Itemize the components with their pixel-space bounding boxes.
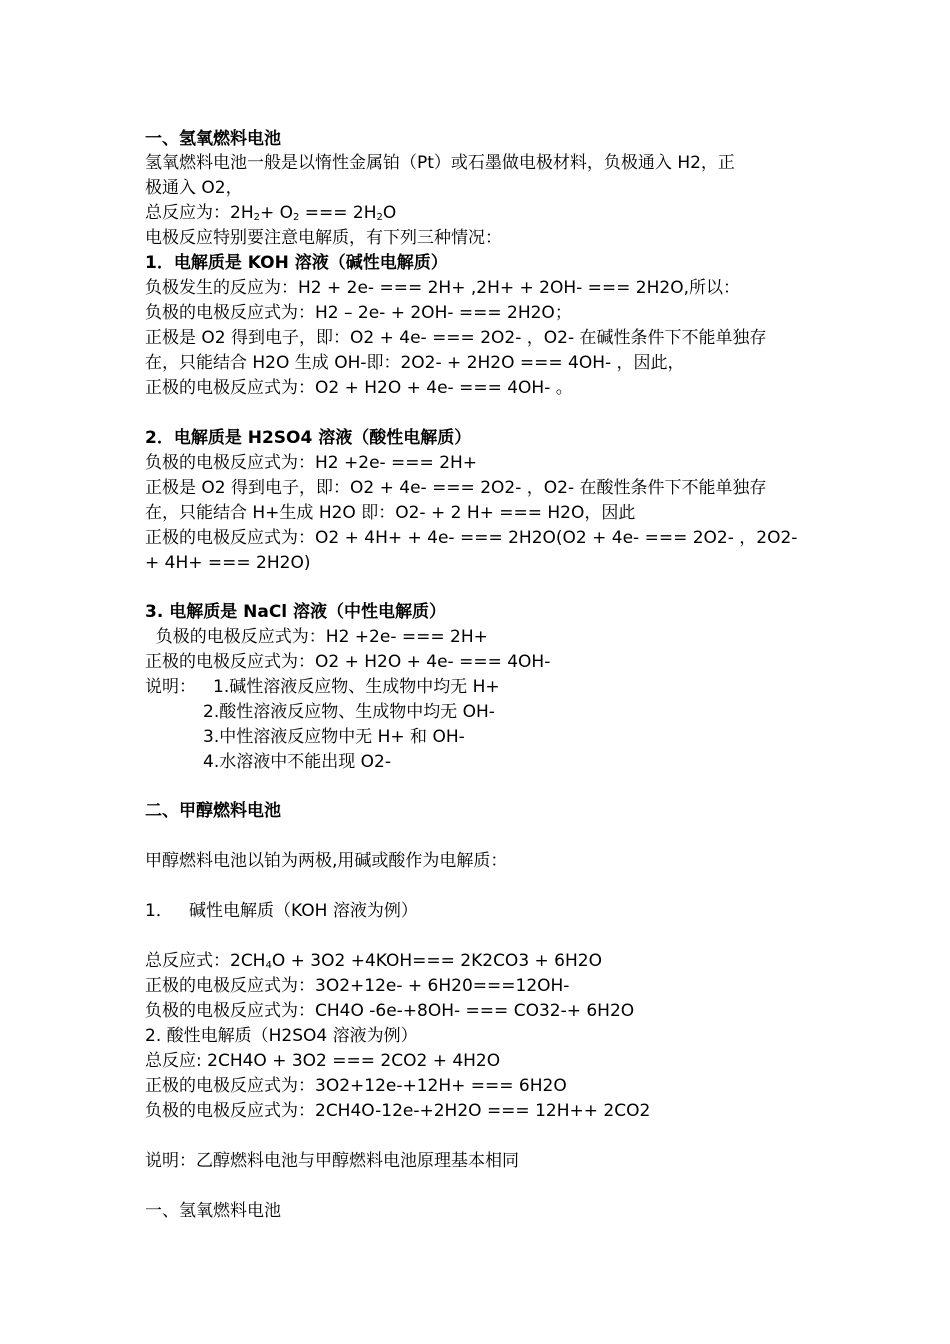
explain-item: 3.中性溶液反应物中无 H+ 和 OH-: [203, 727, 465, 747]
case2-title: 2．电解质是 H2SO4 溶液（酸性电解质）: [145, 428, 472, 448]
conclusion: 说明：乙醇燃料电池与甲醇燃料电池原理基本相同: [145, 1151, 519, 1171]
alkaline-line: 负极的电极反应式为：CH4O -6e-+8OH- === CO32-+ 6H2O: [145, 1001, 635, 1021]
alkaline-title: 1． 碱性电解质（KOH 溶液为例）: [145, 901, 418, 921]
section1-intro-line2: 极通入 O2，: [145, 178, 243, 198]
case1-title: 1．电解质是 KOH 溶液（碱性电解质）: [145, 253, 448, 273]
case1-line: 负极的电极反应式为：H2 – 2e- + 2OH- === 2H2O；: [145, 303, 572, 323]
case1-line: 正极是 O2 得到电子，即：O2 + 4e- === 2O2- ，O2- 在碱性条件下不能单独存: [145, 328, 767, 348]
section2-intro: 甲醇燃料电池以铂为两极,用碱或酸作为电解质：: [145, 851, 508, 871]
electrolyte-note: 电极反应特别要注意电解质，有下列三种情况：: [145, 228, 502, 248]
section3-heading: 一、氢氧燃料电池: [145, 1201, 281, 1221]
acid-line: 正极的电极反应式为：3O2+12e-+12H+ === 6H2O: [145, 1076, 567, 1096]
alkaline-total-equation: 总反应式：$2CH_4O + 3O2 +4KOH=== 2K2CO3 + 6H2O$: [145, 951, 602, 971]
explain-item: 2.酸性溶液反应物、生成物中均无 OH-: [203, 702, 495, 722]
case3-line: 正极的电极反应式为：O2 + H2O + 4e- === 4OH-: [145, 652, 551, 672]
section1-intro-line1: 氢氧燃料电池一般是以惰性金属铂（Pt）或石墨做电极材料，负极通入 H2，正: [145, 153, 735, 173]
explain-item: 4.水溶液中不能出现 O2-: [203, 752, 391, 772]
acid-line: 总反应: 2CH4O + 3O2 === 2CO2 + 4H2O: [145, 1051, 501, 1071]
alkaline-line: 正极的电极反应式为：3O2+12e- + 6H20===12OH-: [145, 976, 570, 996]
explain-label: 说明：: [145, 677, 196, 697]
acid-line: 负极的电极反应式为：2CH4O-12e-+2H2O === 12H++ 2CO2: [145, 1101, 651, 1121]
case2-line: 负极的电极反应式为：H2 +2e- === 2H+: [145, 453, 478, 473]
case1-line: 负极发生的反应为：H2 + 2e- === 2H+ ,2H+ + 2OH- === 2H2O,所以：: [145, 278, 740, 298]
acid-line: 2. 酸性电解质（H2SO4 溶液为例）: [145, 1026, 418, 1046]
case1-line: 正极的电极反应式为：O2 + H2O + 4e- === 4OH- 。: [145, 378, 573, 398]
case2-line: 正极是 O2 得到电子，即：O2 + 4e- === 2O2- ，O2- 在酸性条件下不能单独存: [145, 478, 767, 498]
case2-line: + 4H+ === 2H2O): [145, 553, 311, 573]
case3-line: 负极的电极反应式为：H2 +2e- === 2H+: [145, 627, 488, 647]
explain-item: 1.碱性溶液反应物、生成物中均无 H+: [213, 677, 500, 697]
case1-line: 在，只能结合 H2O 生成 OH-即：2O2- + 2H2O === 4OH- ，因此，: [145, 353, 685, 373]
case2-line: 正极的电极反应式为：O2 + 4H+ + 4e- === 2H2O(O2 + 4e- === 2O2- ，2O2-: [145, 528, 798, 548]
section2-heading: 二、甲醇燃料电池: [145, 801, 281, 821]
case3-title: 3. 电解质是 NaCl 溶液（中性电解质）: [145, 602, 447, 622]
case2-line: 在，只能结合 H+生成 H2O 即：O2- + 2 H+ === H2O，因此: [145, 503, 636, 523]
section1-heading: 一、氢氧燃料电池: [145, 129, 281, 149]
total-reaction-equation: 总反应为：$2H_2+ O_2$ === $2H_2O$: [145, 203, 397, 223]
